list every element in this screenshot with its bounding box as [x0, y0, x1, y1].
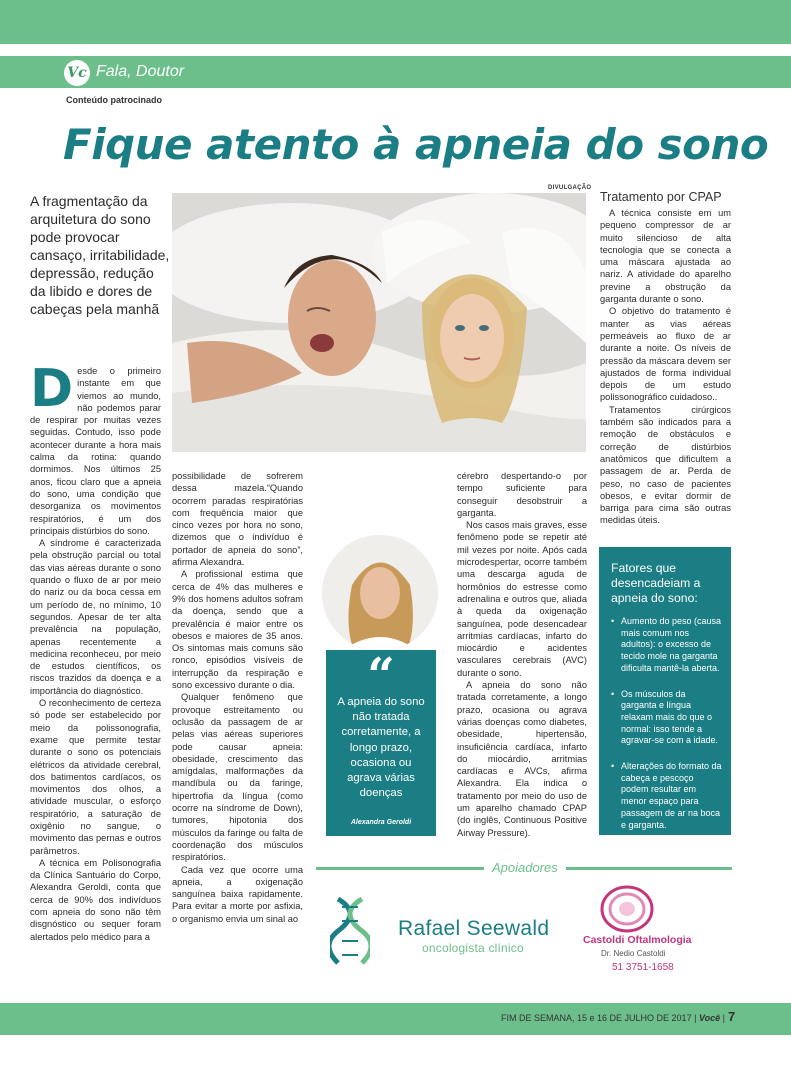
paragraph: A técnica consiste em um pequeno compressor de ar muito silencioso de alta tecnologia que se conecta a uma máscara ajustada ao nariz. A atividade do aparelho previne a obstrução da garganta durante o sono. [600, 208, 731, 305]
paragraph: Qualquer fenômeno que provoque estreitamento ou oclusão da passagem de ar pelas vias aéreas superiores pode causar apneia: obesidade, crescimento das amígdalas, malformações da mandíbula ou da faringe, hipertrofia da língua (como ocorre na síndrome de Down), tumores, hipotonia dos músculos da faringe ou falta de coordenação dos músculos respiratórios. [172, 692, 303, 863]
paragraph: Tratamentos cirúrgicos também são indicados para a remoção de obstáculos e correção de distúrbios anatômicos que dificultem a passagem de ar. Perda de peso, no caso de pacientes obesos, e evitar dormir de barriga para cima são outras medidas úteis. [600, 404, 731, 526]
photo-credit: DIVULGAÇÃO [548, 185, 592, 191]
treatment-title: Tratamento por CPAP [600, 190, 722, 204]
portrait-photo [322, 535, 438, 651]
quote-text: A apneia do sono não tratada corretamente, a longo prazo, ocasiona ou agrava várias doenças [337, 696, 425, 800]
factor-item: • Alterações do formato da cabeça e pescoço podem resultar em menor espaço para passagem de ar na boca e garganta. [611, 761, 723, 831]
factors-title: Fatores que desencadeiam a apneia do sono: [611, 561, 701, 605]
supporter-rafael-name: Rafael Seewald [398, 917, 550, 940]
factor-item: • Os músculos da garganta e língua relaxam mais do que o normal: isso tende a agravar-se com a idade. [611, 689, 723, 748]
couple-bed-photo [172, 193, 586, 452]
pull-quote [326, 650, 436, 836]
treatment-column [600, 207, 731, 527]
factor-item: • Aumento do peso (causa mais comum nos adultos): o excesso de tecido mole na garganta dificulta mantê-la aberta. [611, 616, 723, 675]
footer-magazine: Você [698, 1013, 721, 1023]
supporter-castoldi-doctor: Dr. Nedio Castoldi [601, 949, 666, 958]
footer-info [501, 1013, 725, 1023]
top-band [0, 0, 791, 44]
footer-separator: | [722, 1013, 725, 1023]
supporters-label: Apoiadores [484, 860, 566, 875]
paragraph: O objetivo do tratamento é manter as vias aéreas permeáveis ao fluxo de ar durante a noite. Os níveis de pressão da máscara devem ser ajustados de forma individual depois de um estudo polissonográfico cuidadoso.. [600, 306, 731, 403]
factors-box [599, 547, 731, 835]
paragraph: A profissional estima que cerca de 4% das mulheres e 9% dos homens adultos sofram da doença, sendo que a prevalência é maior entre os obesos e maiores de 35 anos. Os sintomas mais comuns são ronco, episódios visíveis de interrupção da respiração e sono excessivo durante o dia. [172, 569, 303, 691]
eye-logo-icon [600, 885, 654, 933]
paragraph: Nos casos mais graves, esse fenômeno pode se repetir até mil vezes por noite. Após cada microdespertar, ocorre também uma descarga aguda de hormônios do estresse como adrenalina e outros que, aliada à queda da oxigenação sanguínea, pode desencadear arritmias cardíacas, infarto do miocárdio e acidentes vasculares cerebrais (AVC) durante o sono. [457, 520, 587, 678]
sponsored-label: Conteúdo patrocinado [66, 95, 162, 105]
article-column-2 [172, 470, 303, 975]
quote-mark-icon: “ [367, 648, 395, 704]
section-name: Fala, Doutor [96, 63, 185, 80]
page-number: 7 [728, 1009, 736, 1024]
paragraph: Cada vez que ocorre uma apneia, a oxigenação sanguínea baixa rapidamente. Para evitar a morte por asfixia, o organismo envia um sinal ao [172, 864, 303, 924]
paragraph: A técnica em Polisonografia da Clínica Santuário do Corpo, Alexandra Geroldi, conta que cerca de 90% dos indivíduos com apneia do sono não têm disgnóstico ou sequer foram alertados pelo médico para a [30, 857, 161, 942]
supporter-castoldi-name: Castoldi Oftalmologia [583, 934, 692, 946]
footer-separator: | [694, 1013, 697, 1023]
article-column-3 [457, 470, 587, 870]
paragraph: possibilidade de sofrerem dessa mazela.“Quando ocorrem paradas respiratórias com frequência maior que cinco vezes por hora no sono, dizemos que o indivíduo é portador de apneia do sono”, afirma Alexandra. [172, 471, 303, 568]
article-column-1 [30, 359, 161, 985]
paragraph: A síndrome é caracterizada pela obstrução parcial ou total das vias aéreas durante o sono quando o fluxo de ar por meio do nariz ou da boca cessa em um período de, no mínimo, 10 segundos. Apesar de ter alta prevalência na população, apenas recentemente a medicina reconheceu, por meio de estudos científicos, os riscos trazidos da doença e a importância do diagnóstico. [30, 538, 161, 696]
supporter-rafael-specialty: oncologista clínico [422, 941, 524, 955]
paragraph-text: esde o primeiro instante em que viemos ao mundo, não podemos parar de respirar por muitas vezes seguidas. Contudo, isso pode acontecer durante a hora mais calma da rotina: quando dormimos. Nos últimos 25 anos, ficou claro que a apneia do sono, uma condição que desorganiza os movimentos respiratórios, é um dos principais distúrbios do sono. [30, 366, 161, 536]
paragraph [30, 359, 161, 537]
dna-logo-icon [330, 895, 370, 967]
headline: Fique atento à apneia do sono [63, 120, 769, 169]
paragraph: A apneia do sono não tratada corretamente, a longo prazo, ocasiona ou agrava várias doenças como diabetes, obesidade, hipertensão, insuficiência cardíaca, infarto do miocárdio, arritmias cardíacas e AVCs, afirma Alexandra. Ela indica o tratamento por meio do uso de um aparelho chamado CPAP (do inglês, Continuous Positive Airway Pressure). [457, 680, 587, 838]
paragraph: cérebro despertando-o por tempo suficiente para conseguir desobstruir a garganta. [457, 471, 587, 518]
quote-author: Alexandra Geroldi [350, 819, 412, 826]
dropcap: D [30, 359, 74, 419]
bottom-margin [0, 1035, 791, 1077]
factors-list [611, 616, 723, 831]
lede: A fragmentação da arquitetura do sono pode provocar cansaço, irritabilidade, depressão, redução da libido e dores de cabeças pela manhã [30, 193, 170, 317]
footer-date: FIM DE SEMANA, 15 e 16 DE JULHO DE 2017 [501, 1013, 692, 1023]
magazine-logo-icon: Vc [64, 60, 90, 86]
paragraph: O reconhecimento de certeza só pode ser estabelecido por meio da polissonografia, exame que permite testar durante o sono os potenciais elétricos da atividade cerebral, dos batimentos cardíacos, os movimentos dos olhos, a atividade muscular, o esforço respiratório, a saturação de oxigênio no sangue, o movimento das pernas e outros parâmetros. [30, 698, 161, 856]
supporter-castoldi-phone: 51 3751-1658 [612, 962, 674, 973]
